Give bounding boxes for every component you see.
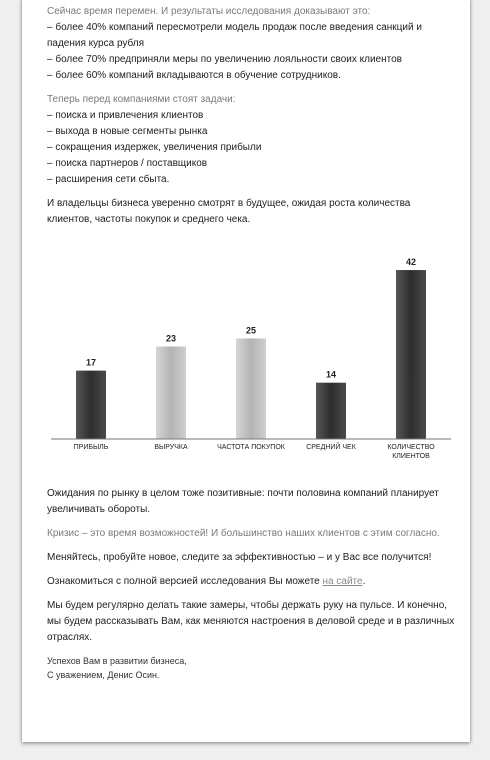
bar [236,338,266,439]
owners-paragraph: И владельцы бизнеса уверенно смотрят в будущее, ожидая роста количества клиентов, частоты покупок и среднего чека. [47,198,411,225]
bar [316,383,346,439]
category-label: ВЫРУЧКА [154,444,188,451]
list-item: – выхода в новые сегменты рынка [47,126,208,137]
category-label: СРЕДНИЙ ЧЕК [306,444,356,451]
market-paragraph: Ожидания по рынку в целом тоже позитивные: почти половина компаний планирует увеличивать обороты. [47,488,439,515]
list-item: – расширения сети сбыта. [47,174,170,185]
data-label: 23 [165,333,177,344]
bar [156,346,186,439]
plans-paragraph: Мы будем регулярно делать такие замеры, чтобы держать руку на пульсе. И конечно, мы будем рассказывать Вам, как меняются настроения в деловой среде и в различных отраслях. [47,600,455,643]
bar [396,270,426,439]
signature [47,654,457,682]
category-label: ЧАСТОТА ПОКУПОК [217,444,285,451]
expectations-bar-chart [47,250,457,470]
tasks-list [47,108,457,188]
letter-sheet [22,0,470,742]
list-item: – поиска и привлечения клиентов [47,110,204,121]
signature-line-2: С уважением, Денис Осин. [47,670,160,680]
full-version-paragraph [47,574,457,590]
data-label: 17 [85,357,97,368]
data-label: 25 [245,325,257,336]
list-item: – более 40% компаний пересмотрели модель продаж после введения санкций и падения курса рубля [47,22,422,49]
intro-section [47,4,457,84]
list-item: – более 60% компаний вкладываются в обучение сотрудников. [47,70,341,81]
full-version-text: Ознакомиться с полной версией исследования Вы можете [47,576,323,587]
crisis-paragraph: Кризис – это время возможностей! И большинство наших клиентов с этим согласно. [47,528,440,539]
bars-group [76,270,426,439]
data-label: 42 [405,257,417,268]
full-version-after: . [362,576,366,587]
letter-content [47,4,457,682]
category-label: ПРИБЫЛЬ [73,444,109,451]
data-label: 14 [325,369,337,380]
site-link[interactable]: на сайте [322,576,363,587]
signature-line-1: Успехов Вам в развитии бизнеса, [47,656,187,666]
list-item: – сокращения издержек, увеличения прибыли [47,142,262,153]
list-item: – более 70% предприняли меры по увеличению лояльности своих клиентов [47,54,402,65]
intro-lead: Сейчас время перемен. И результаты исследования доказывают это: [47,6,371,17]
category-label: КОЛИЧЕСТВО [387,444,435,451]
category-label: КЛИЕНТОВ [392,453,430,460]
intro-list [47,20,457,84]
list-item: – поиска партнеров / поставщиков [47,158,208,169]
tasks-section [47,92,457,188]
tasks-lead: Теперь перед компаниями стоят задачи: [47,94,236,105]
change-paragraph: Меняйтесь, пробуйте новое, следите за эффективностью – и у Вас все получится! [47,552,432,563]
bar [76,371,106,439]
